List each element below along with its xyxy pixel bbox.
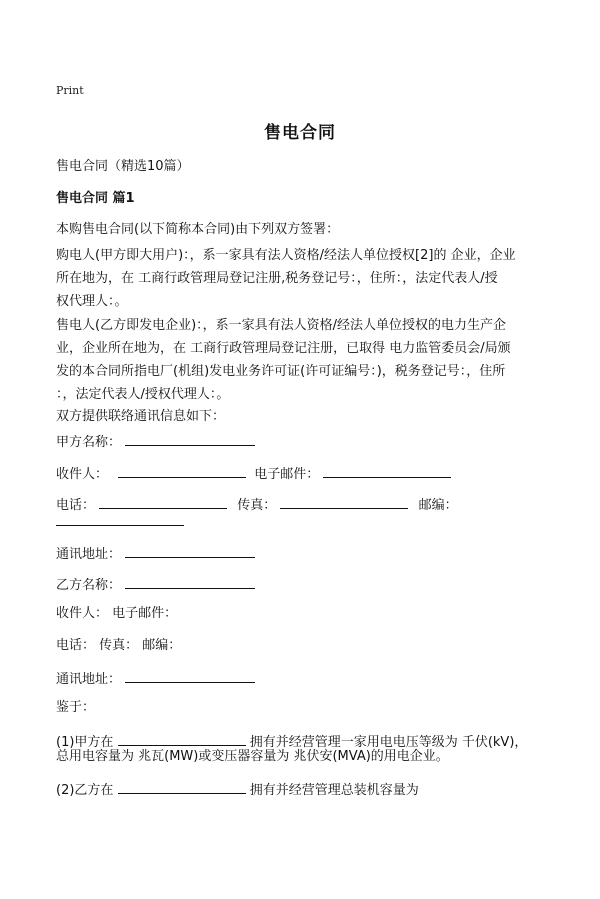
party-b-address-row [56,668,255,686]
seller-line-2: 业，企业所在地为，在 工商行政管理局登记注册，已取得 电力监管委员会/局颁 [56,341,511,356]
party-a-postcode-blank-row [56,511,184,529]
buyer-line-1: 购电人(甲方即大用户)：，系一家具有法人资格/经法人单位授权[2]的 企业，企业 [56,248,516,263]
party-a-phone-row [56,494,458,512]
party-b-address-label: 通讯地址： [56,672,122,687]
seller-line-4: ：，法定代表人/授权代理人：。 [56,387,230,402]
party-a-fax-blank[interactable] [280,494,408,509]
print-label: Print [56,84,84,97]
document-title: 售电合同 [264,123,336,143]
party-a-postcode-blank[interactable] [56,511,184,526]
party-b-address-blank[interactable] [125,668,255,683]
clause-1-line-2: 总用电容量为 兆瓦(MW)或变压器容量为 兆伏安(MVA)的用电企业。 [56,749,449,764]
party-b-name-row [56,574,255,592]
buyer-paragraph [56,244,546,313]
seller-line-1: 售电人(乙方即发电企业)：，系一家具有法人资格/经法人单位授权的电力生产企 [56,318,507,333]
party-a-phone-label: 电话： [56,498,96,513]
party-a-email-label: 电子邮件： [254,467,320,482]
clause-1-rest: 拥有并经营管理一家用电电压等级为 千伏(kV)， [249,735,528,750]
party-a-name-label: 甲方名称： [56,435,122,450]
clause-2-rest: 拥有并经营管理总装机容量为 [249,783,419,798]
party-a-address-label: 通讯地址： [56,547,122,562]
party-b-phone-fax-post-row: 电话： 传真： 邮编： [56,638,182,653]
section-heading: 售电合同 篇1 [56,191,135,206]
whereas-label: 鉴于： [56,700,96,715]
buyer-line-3: 权代理人：。 [56,294,128,309]
party-a-fax-label: 传真： [237,498,277,513]
party-b-name-blank[interactable] [125,574,255,589]
clause-2-line-1 [56,779,419,797]
party-a-address-blank[interactable] [125,543,255,558]
party-a-name-blank[interactable] [125,431,255,446]
clause-2-blank[interactable] [118,779,246,794]
document-subtitle: 售电合同（精选10篇） [56,159,190,174]
clause-1-prefix: (1)甲方在 [56,735,114,750]
party-a-recipient-row [56,463,451,481]
party-a-phone-blank[interactable] [99,494,227,509]
party-a-address-row [56,543,255,561]
intro-text: 本购售电合同(以下简称本合同)由下列双方签署： [56,222,340,237]
clause-1-line-1 [56,731,527,749]
buyer-line-2: 所在地为，在 工商行政管理局登记注册,税务登记号：，住所：，法定代表人/授 [56,271,498,286]
seller-paragraph [56,314,546,406]
clause-2-prefix: (2)乙方在 [56,783,114,798]
contact-intro: 双方提供联络通讯信息如下： [56,409,226,424]
party-a-recipient-blank[interactable] [118,463,246,478]
party-a-name-row [56,431,255,449]
party-b-recipient-email-row: 收件人： 电子邮件： [56,606,178,621]
party-a-email-blank[interactable] [323,463,451,478]
party-b-name-label: 乙方名称： [56,578,122,593]
seller-line-3: 发的本合同所指电厂(机组)发电业务许可证(许可证编号：)，税务登记号：，住所 [56,364,506,379]
clause-1-blank[interactable] [118,731,246,746]
party-a-recipient-label: 收件人： [56,467,109,482]
party-a-postcode-label: 邮编： [418,498,458,513]
